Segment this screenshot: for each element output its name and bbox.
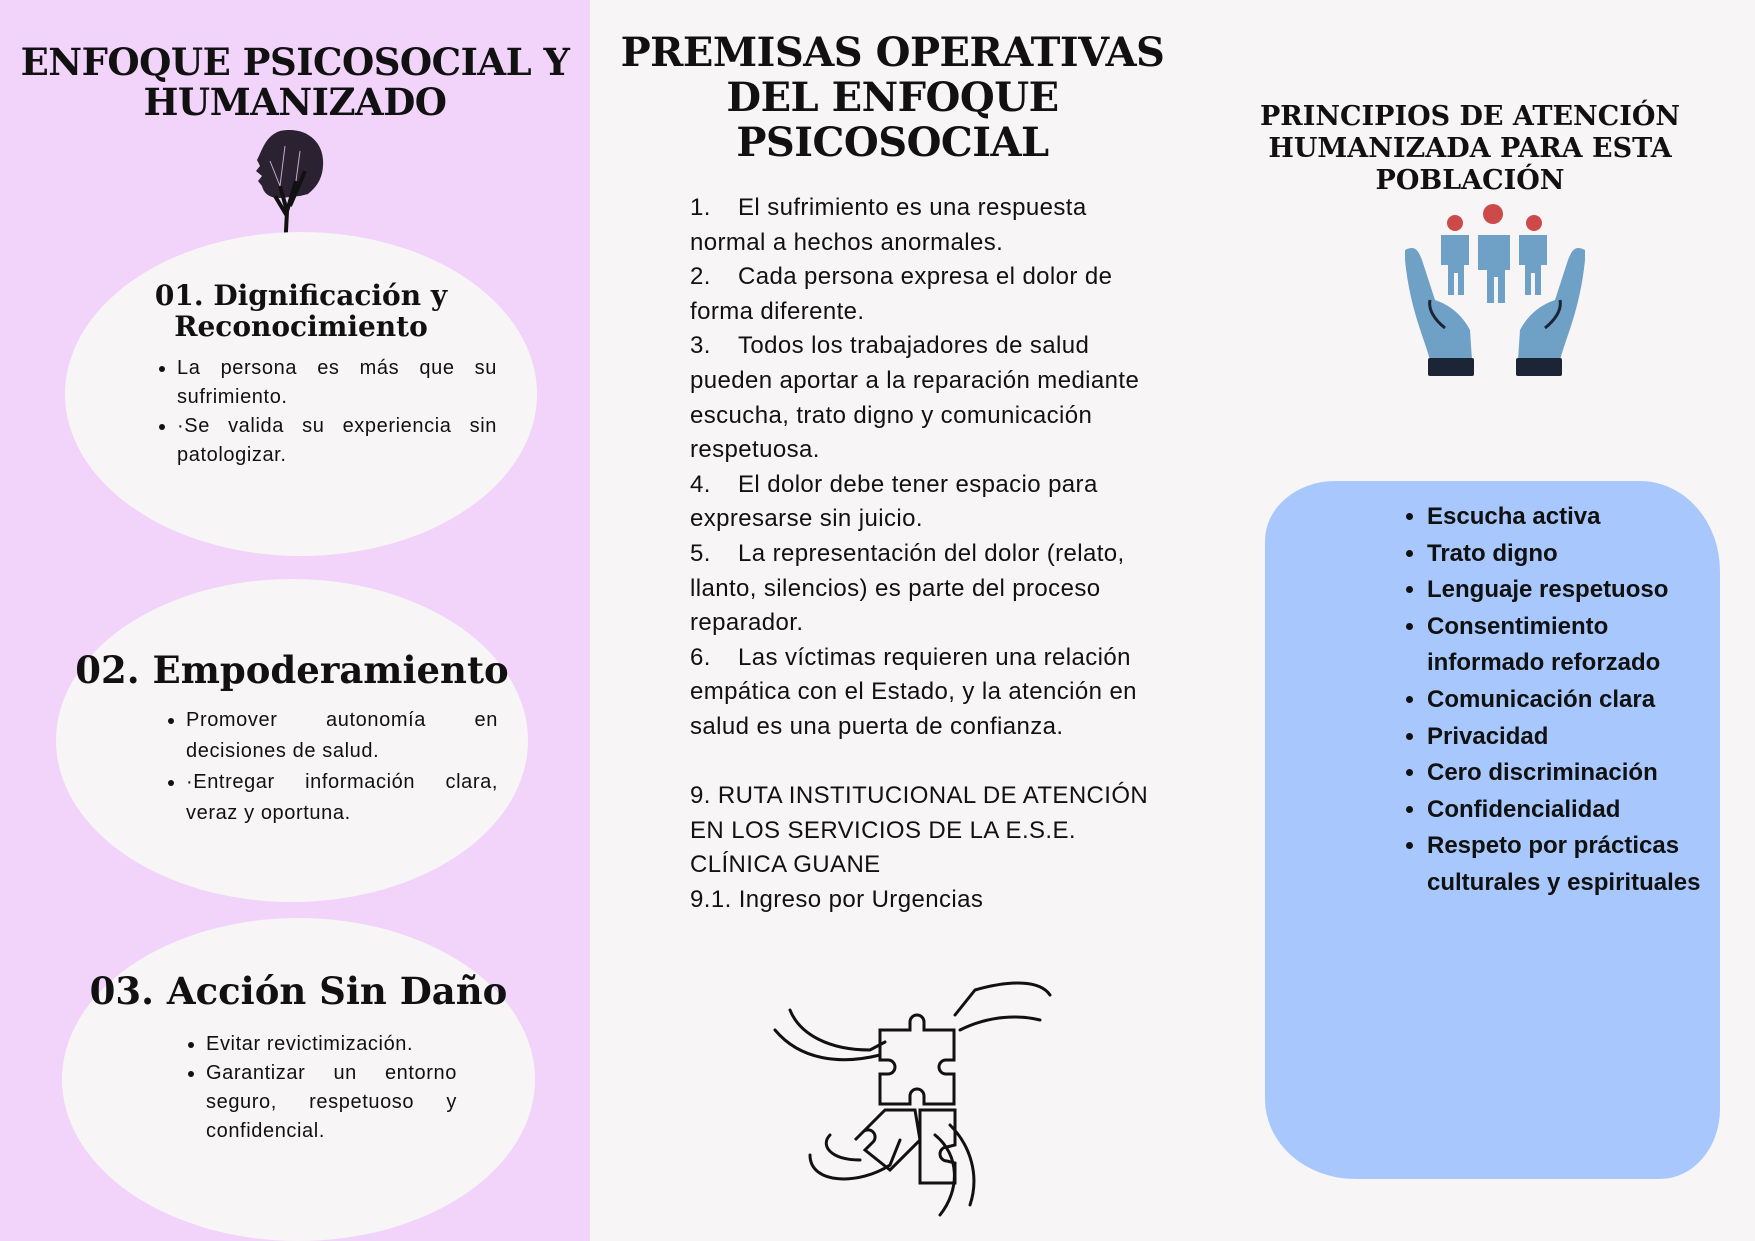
premise-text: Las víctimas requieren una relación empática con el Estado, y la atención en salud es una puerta de confianza. — [690, 643, 1137, 740]
section-accion-sin-dano — [62, 918, 535, 1241]
bullet-item: • La persona es más que su sufrimiento. — [177, 354, 497, 412]
puzzle-hands-icon — [770, 975, 1070, 1225]
premise-item — [690, 537, 1160, 641]
section-empoderamiento — [56, 579, 528, 902]
section-title: 03. Acción Sin Daño — [89, 969, 508, 1013]
principle-item: • Comunicación clara — [1427, 682, 1707, 719]
principle-item: • Cero discriminación — [1427, 755, 1707, 792]
premise-number: 5. — [690, 539, 711, 567]
principle-item: • Escucha activa — [1427, 499, 1707, 536]
premise-item — [690, 260, 1160, 329]
premise-text: El dolor debe tener espacio para expresarse sin juicio. — [690, 470, 1098, 533]
bullet-item: • Evitar revictimización. — [206, 1030, 457, 1059]
bullet-item: • Promover autonomía en decisiones de salud. — [186, 705, 498, 767]
premise-number: 6. — [690, 643, 711, 671]
hands-people-icon — [1400, 200, 1590, 390]
premise-text: El sufrimiento es una respuesta normal a hechos anormales. — [690, 194, 1087, 256]
bullet-item: • ·Entregar información clara, veraz y oportuna. — [186, 767, 498, 829]
premises-list — [690, 191, 1160, 917]
right-title: PRINCIPIOS DE ATENCIÓN HUMANIZADA PARA ESTA POBLACIÓN — [1259, 101, 1681, 196]
premise-item — [690, 468, 1160, 537]
section-title: 02. Empoderamiento — [75, 648, 509, 692]
principle-item: • Respeto por prácticas culturales y espirituales — [1427, 828, 1707, 901]
premise-text: La representación del dolor (relato, llanto, silencios) es parte del proceso reparador. — [690, 539, 1125, 637]
principles-box — [1265, 481, 1720, 1179]
premise-item — [690, 641, 1160, 745]
route-heading: 9. RUTA INSTITUCIONAL DE ATENCIÓN EN LOS SERVICIOS DE LA E.S.E. CLÍNICA GUANE — [690, 782, 1149, 879]
left-panel — [0, 0, 590, 1241]
principle-item: • Confidencialidad — [1427, 792, 1707, 829]
principle-item: • Privacidad — [1427, 719, 1707, 756]
route-subheading: 9.1. Ingreso por Urgencias — [690, 885, 984, 913]
left-title: ENFOQUE PSICOSOCIAL Y HUMANIZADO — [20, 40, 570, 124]
premise-number: 4. — [690, 470, 711, 498]
premise-number: 1. — [690, 194, 711, 221]
premise-item — [690, 329, 1160, 467]
middle-title: PREMISAS OPERATIVAS DEL ENFOQUE PSICOSOCIAL — [620, 29, 1165, 166]
principles-list — [1405, 499, 1707, 902]
section-title: 01. Dignificación y Reconocimiento — [154, 279, 448, 343]
premise-item — [690, 191, 1160, 260]
principle-item: • Trato digno — [1427, 536, 1707, 573]
principle-item: • Consentimiento informado reforzado — [1427, 609, 1707, 682]
principle-item: • Lenguaje respetuoso — [1427, 572, 1707, 609]
section-dignificacion — [65, 232, 537, 556]
premise-text: Cada persona expresa el dolor de forma diferente. — [690, 263, 1113, 325]
bullet-item: • ·Se valida su experiencia sin patologizar. — [177, 412, 497, 470]
premise-text: Todos los trabajadores de salud pueden aportar a la reparación mediante escucha, trato digno y comunicación respetuosa. — [690, 332, 1140, 464]
bullet-item: • Garantizar un entorno seguro, respetuoso y confidencial. — [206, 1059, 457, 1146]
premise-number: 2. — [690, 263, 711, 291]
premise-number: 3. — [690, 332, 711, 360]
